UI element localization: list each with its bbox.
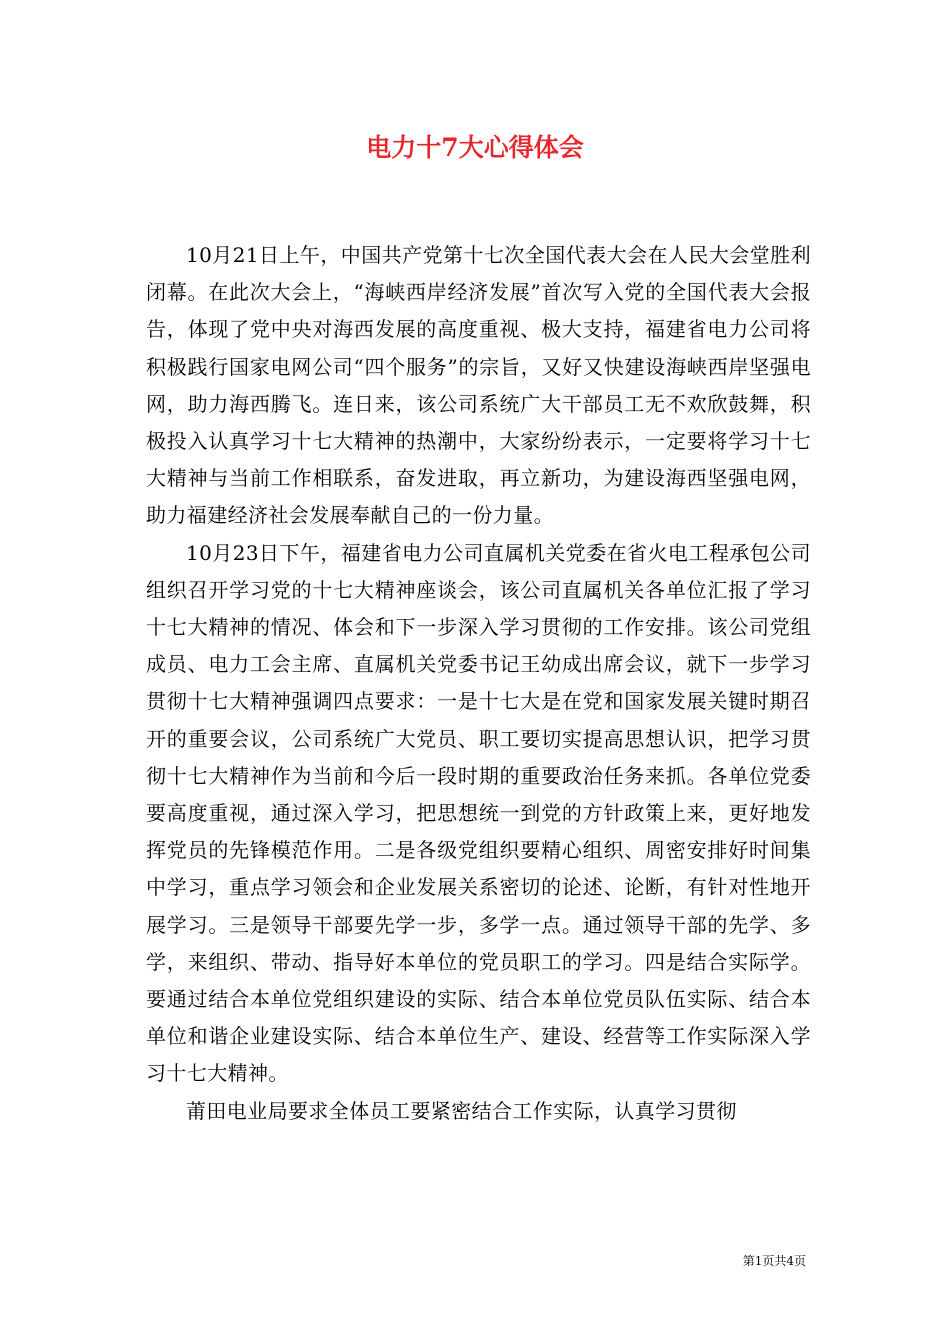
page-number: 第1页共4页: [742, 1254, 806, 1268]
page-title: 电力十7大心得体会: [366, 133, 584, 162]
paragraph-3: 莆田电业局要求全体员工要紧密结合工作实际，认真学习贯彻: [186, 1098, 737, 1123]
paragraph-1: 10月21日上午，中国共产党第十七次全国代表大会在人民大会堂胜利闭幕。在此次大会上，“海峡西岸经济发展”首次写入党的全国代表大会报告，体现了党中央对海西发展的高度重视、极大支持，福建省电力公司将积极践行国家电网公司“四个服务”的宗旨，又好又快建设海峡西岸坚强电网，助力海西腾飞。连日来，该公司系统广大干部员工无不欢欣鼓舞，积极投入认真学习十七大精神的热潮中，大家纷纷表示，一定要将学习十七大精神与当前工作相联系，奋发进取，再立新功，为建设海西坚强电网，助力福建经济社会发展奉献自己的一份力量。: [146, 243, 811, 528]
paragraph-2: 10月23日下午，福建省电力公司直属机关党委在省火电工程承包公司组织召开学习党的十七大精神座谈会，该公司直属机关各单位汇报了学习十七大精神的情况、体会和下一步深入学习贯彻的工作安排。该公司党组成员、电力工会主席、直属机关党委书记王幼成出席会议，就下一步学习贯彻十七大精神强调四点要求：一是十七大是在党和国家发展关键时期召开的重要会议，公司系统广大党员、职工要切实提高思想认识，把学习贯彻十七大精神作为当前和今后一段时期的重要政治任务来抓。各单位党委要高度重视，通过深入学习，把思想统一到党的方针政策上来，更好地发挥党员的先锋模范作用。二是各级党组织要精心组织、周密安排好时间集中学习，重点学习领会和企业发展关系密切的论述、论断，有针对性地开展学习。三是领导干部要先学一步，多学一点。通过领导干部的先学、多学，来组织、带动、指导好本单位的党员职工的学习。四是结合实际学。要通过结合本单位党组织建设的实际、结合本单位党员队伍实际、结合本单位和谐企业建设实际、结合本单位生产、建设、经营等工作实际深入学习十七大精神。: [146, 540, 811, 1086]
document-body: [146, 237, 811, 1130]
